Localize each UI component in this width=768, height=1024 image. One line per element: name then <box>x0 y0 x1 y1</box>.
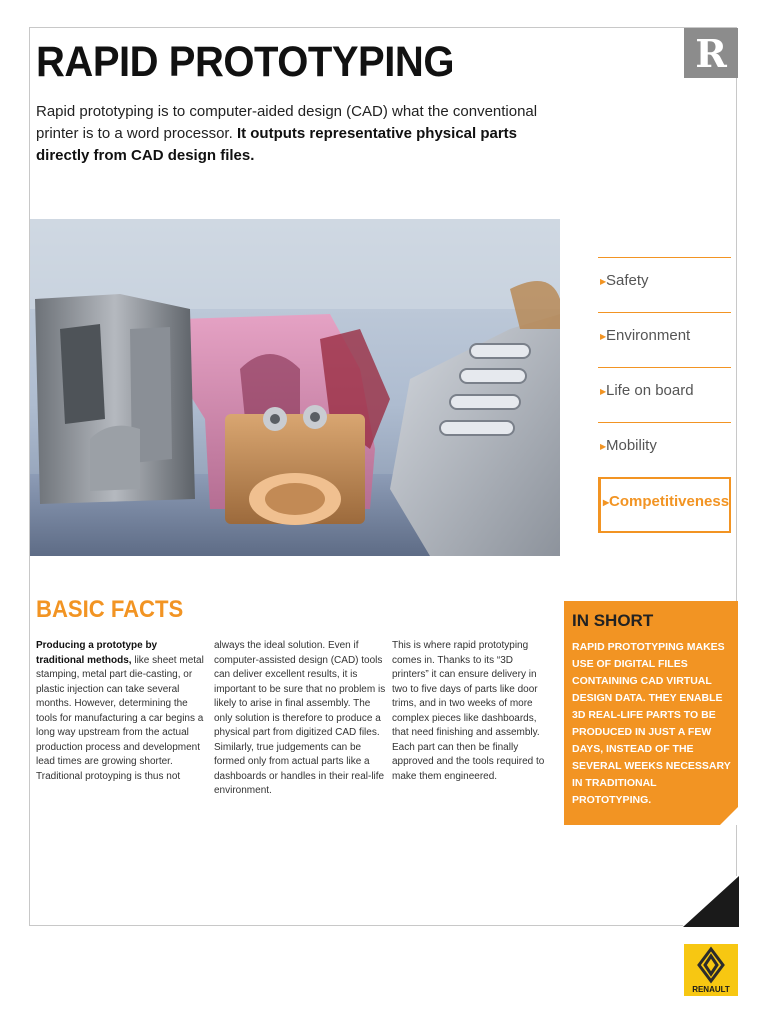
nav-item-label: Competitiveness <box>609 493 730 510</box>
nav-arrow-icon: ▶ <box>600 332 607 341</box>
folded-corner <box>720 807 738 825</box>
nav-arrow-icon: ▶ <box>600 387 607 396</box>
page-title: RAPID PROTOTYPING <box>36 38 454 86</box>
nav-arrow-icon: ▶ <box>600 277 607 286</box>
nav-item-label: Mobility <box>606 437 657 454</box>
nav-arrow-icon: ▶ <box>600 442 607 451</box>
nav-item-mobility[interactable] <box>598 422 731 477</box>
page-curl-icon <box>683 876 739 927</box>
intro-bold-text: It outputs representative physical parts directly from CAD design files. <box>36 125 518 164</box>
col3-text: This is where rapid prototyping comes in. Thanks to its “3D printers” it can ensure delivery in two to five days of parts like door trims, and in two weeks of more complex pieces like dashboards, that need finishing and assembly. Each part can then be finally approved and the tools required to make them engineered. <box>392 640 545 782</box>
section-nav <box>598 257 731 533</box>
in-short-box <box>564 601 738 825</box>
renault-diamond-icon <box>684 944 738 996</box>
prototype-parts-photo <box>30 219 560 556</box>
basic-facts-column-1 <box>36 639 208 784</box>
basic-facts-column-3 <box>392 639 552 784</box>
nav-item-label: Life on board <box>606 382 694 399</box>
basic-facts-heading: BASIC FACTS <box>36 596 184 623</box>
nav-item-competitiveness[interactable] <box>598 477 731 533</box>
brand-wordmark: RENAULT <box>692 985 730 994</box>
intro-paragraph <box>36 101 556 167</box>
col1-text: like sheet metal stamping, metal part die-casting, or plastic injection can take several months. However, determining the tools for manufacturing a car begins a long way upstream from the actual production process and development lead times are growing shorter. Traditional protoyping is thus not <box>36 654 204 782</box>
section-letter-tab: R <box>684 28 738 78</box>
in-short-text: RAPID PROTOTYPING MAKES USE OF DIGITAL FILES CONTAINING CAD VIRTUAL DESIGN DATA. THEY ENABLE 3D REAL-LIFE PARTS TO BE PRODUCED IN JUST A FEW DAYS, INSTEAD OF THE SEVERAL WEEKS NECESSARY IN TRADITIONAL PROTOTYPING. <box>572 641 731 806</box>
nav-arrow-icon: ▶ <box>603 498 610 507</box>
nav-item-environment[interactable] <box>598 312 731 367</box>
col2-text: always the ideal solution. Even if computer-assisted design (CAD) tools can deliver excellent results, it is important to be sure that no problem is likely to arise in final assembly. The only solution is therefore to produce a physical part from digitized CAD files. Similarly, true judgements can be formed only from actual parts like a dashboards or handles in their real-life environment. <box>214 640 386 796</box>
intro-plain-text: Rapid prototyping is to computer-aided design (CAD) what the conventional printer is to a word processor. <box>36 103 538 142</box>
nav-item-label: Environment <box>606 327 691 344</box>
nav-item-label: Safety <box>606 272 649 289</box>
basic-facts-column-2 <box>214 639 386 799</box>
nav-item-safety[interactable] <box>598 257 731 312</box>
renault-logo <box>684 944 738 996</box>
nav-item-life-on-board[interactable] <box>598 367 731 422</box>
col1-bold-lead: Producing a prototype by traditional methods, <box>36 640 158 666</box>
in-short-heading: IN SHORT <box>572 611 654 630</box>
